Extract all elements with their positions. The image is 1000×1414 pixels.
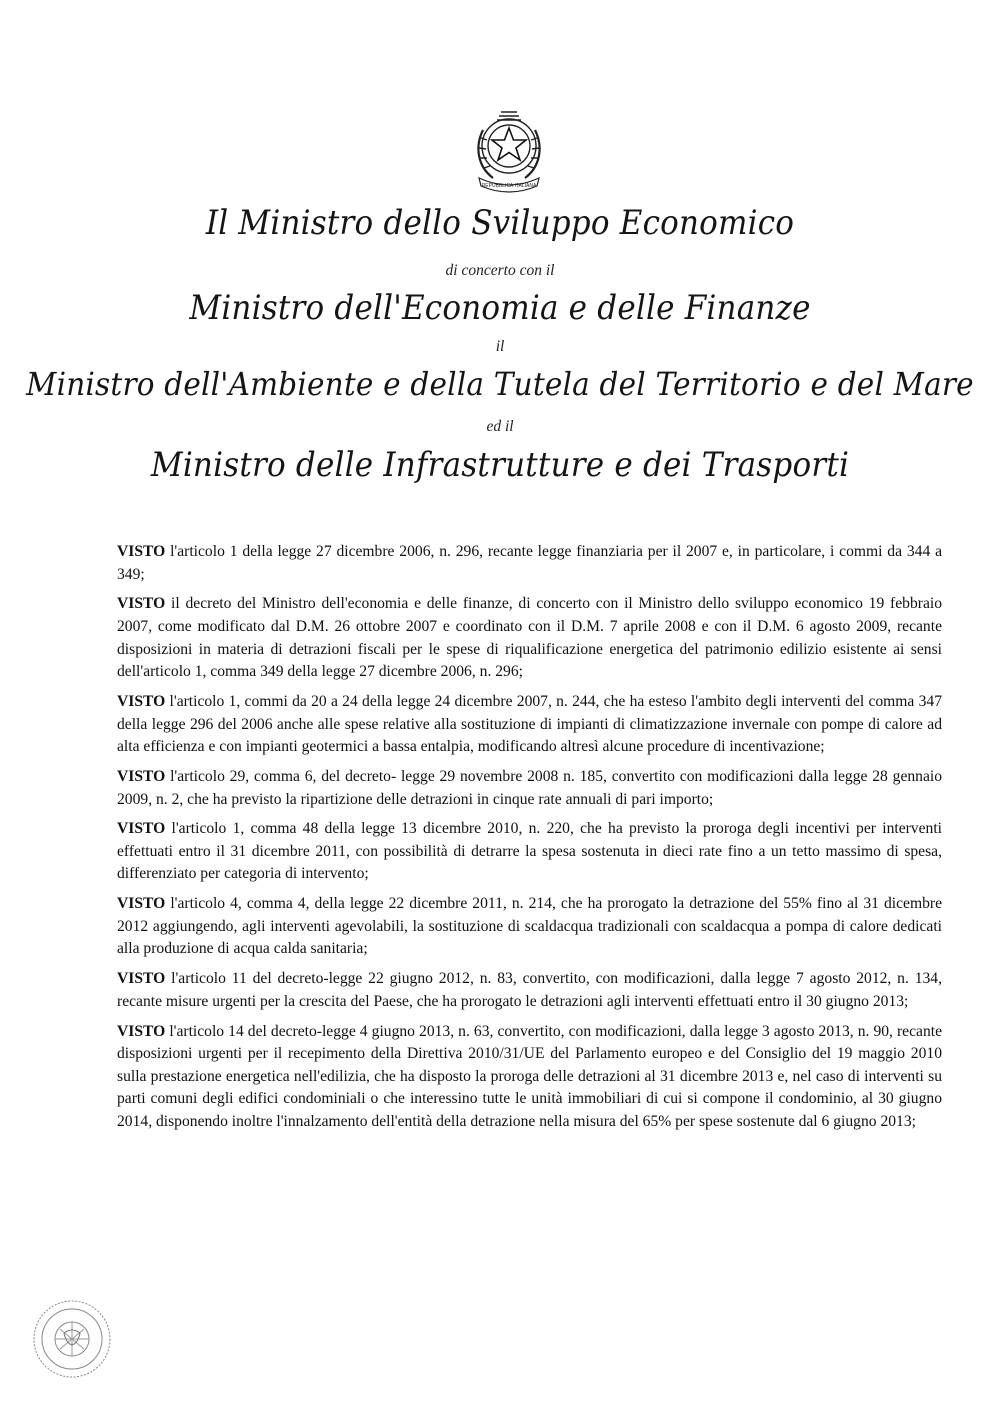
paragraph-text: il decreto del Ministro dell'economia e delle finanze, di concerto con il Ministro dello sviluppo economico 19 febbraio 2007, come modificato dal D.M. 26 ottobre 2007 e coordinato con il D.M. 7 aprile 2008 e con il D.M. 6 agosto 2009, recante disposizioni in materia di detrazioni fiscali per le spese di riqualificazione energetica del patrimonio edilizio esistente ai sensi dell'articolo 1, comma 349 della legge 27 dicembre 2006, n. 296; xyxy=(117,595,942,681)
visto-paragraph xyxy=(117,593,942,683)
emblem-ribbon-text: REPUBBLICA ITALIANA xyxy=(481,183,537,189)
visto-lead: VISTO xyxy=(117,543,166,560)
visto-paragraph xyxy=(117,893,942,961)
visto-lead: VISTO xyxy=(117,767,166,785)
visto-paragraph xyxy=(117,766,942,811)
visto-paragraph xyxy=(117,818,942,886)
minister-title-2: Ministro dell'Economia e delle Finanze xyxy=(189,288,811,328)
visto-lead: VISTO xyxy=(117,595,166,613)
paragraph-text: l'articolo 1, commi da 20 a 24 della legge 24 dicembre 2007, n. 244, che ha esteso l'ambito degli interventi del comma 347 della legge 296 del 2006 anche alle spese relative alla sostituzione di impianti di climatizzazione invernale con pompe di calore ad alta efficienza e con impianti geotermici a bassa entalpia, modificando altresì alcune procedure di incentivazione; xyxy=(117,692,942,756)
paragraph-text: l'articolo 11 del decreto-legge 22 giugno 2012, n. 83, convertito, con modificazioni, dalla legge 7 agosto 2012, n. 134, recante misure urgenti per la crescita del Paese, che ha prorogato le detrazioni agli interventi effettuati entro il 30 giugno 2013; xyxy=(117,970,942,1010)
visto-lead: VISTO xyxy=(117,970,166,988)
visto-lead: VISTO xyxy=(117,895,166,913)
visto-paragraph xyxy=(117,1021,942,1134)
italian-republic-emblem-icon xyxy=(469,108,549,194)
paragraph-text: l'articolo 1 della legge 27 dicembre 2006, n. 296, recante legge finanziaria per il 2007 e, in particolare, i commi da 344 a 349; xyxy=(117,543,942,583)
visto-paragraph xyxy=(117,691,942,759)
official-seal-stamp-icon xyxy=(30,1297,114,1381)
paragraph-text: l'articolo 1, comma 48 della legge 13 dicembre 2010, n. 220, che ha previsto la proroga degli incentivi per interventi effettuati entro il 31 dicembre 2011, con possibilità di detrarre la spesa sostenuta in dieci rate fino a un tetto massimo di spesa, differenziato per categoria di intervento; xyxy=(117,820,942,883)
connector-1: di concerto con il xyxy=(445,262,555,279)
visto-paragraph xyxy=(117,541,942,586)
minister-title-1: Il Ministro dello Sviluppo Economico xyxy=(205,203,795,243)
paragraph-text: l'articolo 14 del decreto-legge 4 giugno 2013, n. 63, convertito, con modificazioni, dalla legge 3 agosto 2013, n. 90, recante disposizioni urgenti per il recepimento della Direttiva 2010/31/UE del Parlamento europeo e del Consiglio del 19 maggio 2010 sulla prestazione energetica nell'edilizia, che ha disposto la proroga delle detrazioni al 31 dicembre 2013 e, nel caso di interventi su parti comuni degli edifici condominiali o che interessino tutte le unità immobiliari di cui si compone il condominio, al 30 giugno 2014, disponendo inoltre l'innalzamento dell'entità della detrazione nella misura del 65% per spese sostenute dal 6 giugno 2013; xyxy=(117,1022,942,1130)
paragraph-text: l'articolo 4, comma 4, della legge 22 dicembre 2011, n. 214, che ha prorogato la detrazione del 55% fino al 31 dicembre 2012 aggiungendo, agli interventi agevolabili, la sostituzione di scaldacqua tradizionali con scaldacqua a pompa di calore dedicati alla produzione di acqua calda sanitaria; xyxy=(117,895,942,958)
connector-3: ed il xyxy=(486,418,514,435)
minister-title-4: Ministro delle Infrastrutture e dei Trasporti xyxy=(150,445,850,485)
connector-2: il xyxy=(495,338,505,355)
visto-lead: VISTO xyxy=(117,1022,166,1040)
decree-body xyxy=(117,541,942,1141)
visto-paragraph xyxy=(117,968,942,1013)
minister-title-3: Ministro dell'Ambiente e della Tutela del Territorio e del Mare xyxy=(26,365,974,403)
visto-lead: VISTO xyxy=(117,692,166,710)
visto-lead: VISTO xyxy=(117,820,166,838)
paragraph-text: l'articolo 29, comma 6, del decreto- legge 29 novembre 2008 n. 185, convertito con modificazioni dalla legge 28 gennaio 2009, n. 2, che ha previsto la ripartizione delle detrazioni in cinque rate annuali di pari importo; xyxy=(117,767,943,808)
